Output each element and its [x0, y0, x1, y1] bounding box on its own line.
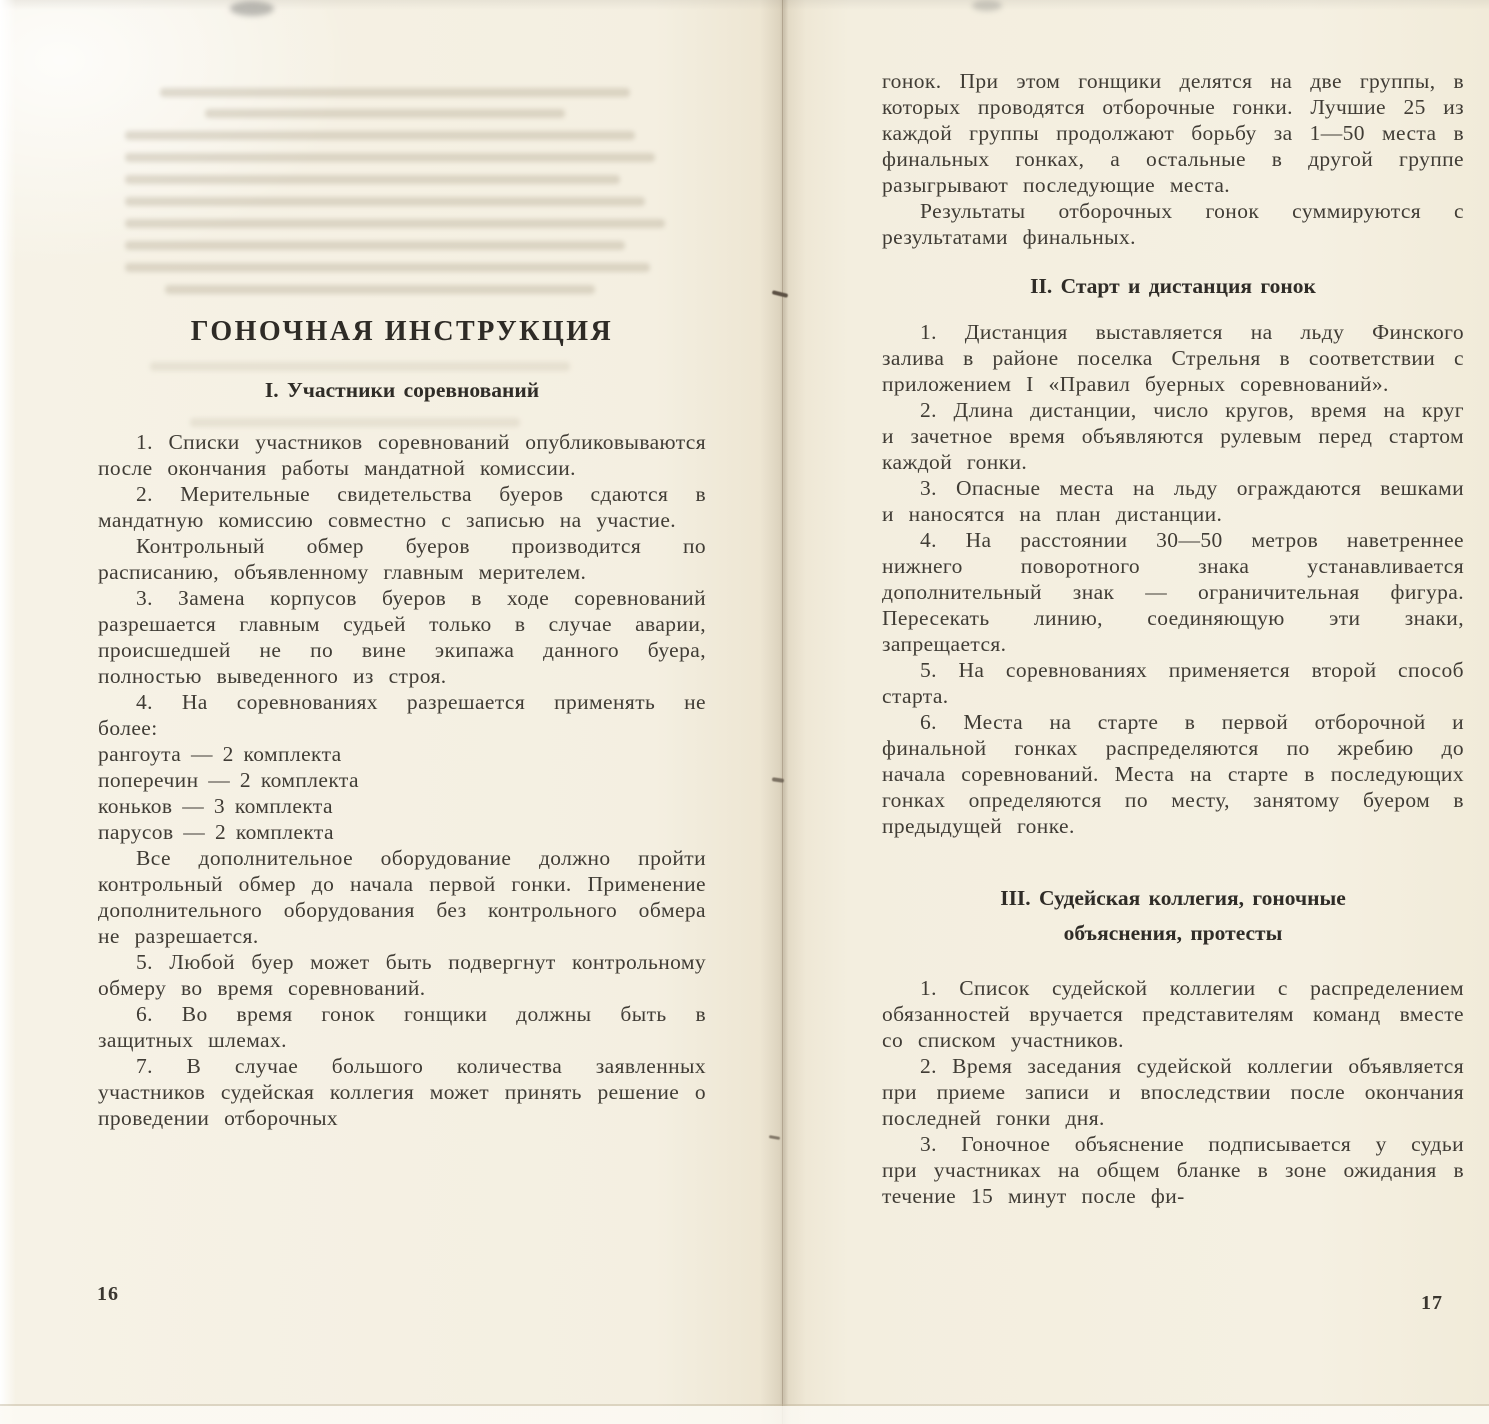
paragraph: 4. На соревнованиях разрешается применять не более:	[98, 690, 706, 740]
bleedthrough-text	[125, 219, 665, 228]
list-item: поперечин — 2 комплекта	[98, 768, 359, 792]
page-title: ГОНОЧНАЯ ИНСТРУКЦИЯ	[190, 316, 614, 347]
list-item: коньков — 3 комплекта	[98, 794, 333, 818]
section2-heading: II. Старт и дистанция гонок	[1030, 274, 1316, 298]
page-number-left: 16	[97, 1283, 119, 1305]
list-item: парусов — 2 комплекта	[98, 820, 334, 844]
paragraph: 1. Списки участников соревнований опубликовываются после окончания работы мандатной комиссии.	[98, 430, 706, 480]
paragraph: 4. На расстоянии 30—50 метров наветреннее нижнего поворотного знака устанавливается дополнительный знак — ограничительная фигура. Пересекать линию, соединяющую эти знаки, запрещается.	[882, 528, 1464, 656]
right-page	[882, 68, 1464, 1209]
paragraph: 3. Гоночное объяснение подписывается у судьи при участниках на общем бланке в зоне ожидания в течение 15 минут после фи-	[882, 1132, 1464, 1208]
paragraph: Все дополнительное оборудование должно пройти контрольный обмер до начала первой гонки. Применение дополнительного оборудования без контрольного обмера не разрешается.	[98, 846, 706, 948]
bleedthrough-text	[125, 131, 635, 140]
bleedthrough-text	[205, 109, 565, 118]
list-item: рангоута — 2 комплекта	[98, 742, 342, 766]
paragraph: 3. Опасные места на льду ограждаются вешками и наносятся на план дистанции.	[882, 476, 1464, 526]
bleedthrough-text	[160, 88, 630, 97]
paragraph: 1. Список судейской коллегии с распределением обязанностей вручается представителям команд вместе со списком участников.	[882, 976, 1464, 1052]
bleedthrough-text	[125, 153, 655, 162]
paragraph: Результаты отборочных гонок суммируются с результатами финальных.	[882, 199, 1464, 249]
paragraph: 6. Места на старте в первой отборочной и финальной гонках распределяются по жребию до начала соревнований. Места на старте в последующих гонках определяются по месту, занятому буером в предыдущей гонке.	[882, 710, 1464, 838]
paragraph: 2. Мерительные свидетельства буеров сдаются в мандатную комиссию совместно с записью на участие.	[98, 482, 706, 532]
equipment-list	[98, 741, 706, 845]
section3-heading	[882, 881, 1464, 951]
page-number-right: 17	[1421, 1292, 1443, 1314]
bleedthrough-text	[125, 241, 625, 250]
section3-heading-line2: объяснения, протесты	[1063, 921, 1283, 945]
paragraph: Контрольный обмер буеров производится по расписанию, объявленному главным мерителем.	[98, 534, 706, 584]
paragraph: 6. Во время гонок гонщики должны быть в защитных шлемах.	[98, 1002, 706, 1052]
paragraph: 2. Время заседания судейской коллегии объявляется при приеме записи и впоследствии после окончания последней гонки дня.	[882, 1054, 1464, 1130]
scanner-smudge	[972, 0, 1002, 11]
paragraph: гонок. При этом гонщики делятся на две группы, в которых проводятся отборочные гонки. Лучшие 25 из каждой группы продолжают борьбу за 1—50 места в финальных гонках, а остальные в другой группе разыгрывают последующие места.	[882, 69, 1464, 197]
scan-bottom-edge	[0, 1404, 1489, 1424]
paragraph: 7. В случае большого количества заявленных участников судейская коллегия может принять решение о проведении отборочных	[98, 1054, 706, 1130]
section3-heading-line1: III. Судейская коллегия, гоночные	[1000, 886, 1346, 910]
paragraph: 2. Длина дистанции, число кругов, время на круг и зачетное время объявляются рулевым перед стартом каждой гонки.	[882, 398, 1464, 474]
section1-heading: I. Участники соревнований	[264, 378, 540, 402]
paragraph: 3. Замена корпусов буеров в ходе соревнований разрешается главным судьей только в случае аварии, происшедшей не по вине экипажа данного буера, полностью выведенного из строя.	[98, 586, 706, 688]
bleedthrough-text	[165, 285, 595, 294]
bleedthrough-text	[125, 175, 620, 184]
bleedthrough-text	[125, 197, 645, 206]
paragraph: 5. На соревнованиях применяется второй способ старта.	[882, 658, 1464, 708]
scanner-smudge	[230, 1, 274, 16]
bleedthrough-text	[125, 263, 650, 272]
left-page	[98, 316, 706, 1131]
gutter-crease	[760, 0, 806, 1424]
paragraph: 1. Дистанция выставляется на льду Финского залива в районе поселка Стрельня в соответствии с приложением I «Правил буерных соревнований».	[882, 320, 1464, 396]
paragraph: 5. Любой буер может быть подвергнут контрольному обмеру во время соревнований.	[98, 950, 706, 1000]
